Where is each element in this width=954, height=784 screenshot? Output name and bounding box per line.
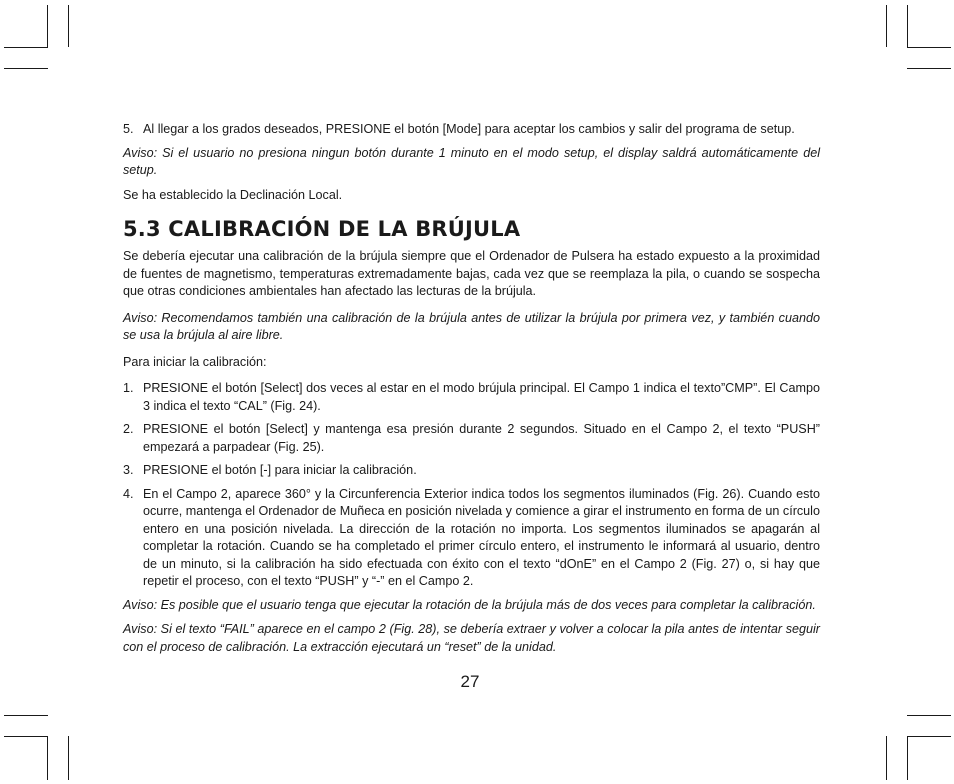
crop-mark: [907, 715, 951, 716]
crop-mark: [68, 5, 69, 47]
list-item: [123, 421, 820, 456]
list-item: [123, 380, 820, 415]
page-number: 27: [460, 672, 480, 691]
list-number: 5.: [123, 122, 134, 136]
crop-mark: [886, 5, 887, 47]
crop-mark: [907, 47, 951, 48]
crop-mark: [68, 736, 69, 780]
calibration-start-text: Para iniciar la calibración:: [123, 354, 267, 369]
list-text: En el Campo 2, aparece 360° y la Circunferencia Exterior indica todos los segmentos iluminados (Fig. 26). Cuando esto ocurre, mantenga el Ordenador de Muñeca en posición nivelada y comience a girar el instrumento en forma de un círculo entero en una posición nivelada. La dirección de la rotación no importa. Los segmentos iluminados se apagarán al completar la rotación. Cuando se ha completado el primer círculo entero, el instrumento le informará al usuario, dentro de un minuto, si la calibración ha sido efectuada con éxito con el texto “dOnE” en el Campo 2 (Fig. 27) o, si hay que repetir el proceso, con el texto “PUSH” y “-” en el Campo 2.: [143, 486, 820, 588]
calibration-recommend-note: Aviso: Recomendamos también una calibración de la brújula antes de utilizar la brújula por primera vez, y también cuando se usa la brújula al aire libre.: [123, 310, 820, 342]
list-number: 4.: [123, 486, 134, 501]
fail-note: Aviso: Si el texto “FAIL” aparece en el campo 2 (Fig. 28), se debería extraer y volver a colocar la pila antes de intentar seguir con el proceso de calibración. La extracción ejecutará un “reset” de la unidad.: [123, 622, 820, 654]
crop-mark: [47, 5, 48, 47]
crop-mark: [4, 68, 48, 69]
list-number: 3.: [123, 463, 134, 477]
crop-mark: [47, 736, 48, 780]
list-number: 2.: [123, 422, 134, 436]
calibration-intro-paragraph: Se debería ejecutar una calibración de la brújula siempre que el Ordenador de Pulsera ha estado expuesto a la proximidad de fuentes de magnetismo, temperaturas extremadamente bajas, cada vez que se reemplaza la pila, o cuando se sospecha que otras condiciones ambientales han afectado las lecturas de la brújula.: [123, 249, 820, 298]
rotation-repeat-note: Aviso: Es posible que el usuario tenga que ejecutar la rotación de la brújula más de dos veces para completar la calibración.: [123, 597, 816, 612]
list-text: PRESIONE el botón [Select] y mantenga esa presión durante 2 segundos. Situado en el Campo 2, el texto “PUSH” empezará a parpadear (Fig. 25).: [143, 422, 820, 454]
declination-set-text: Se ha establecido la Declinación Local.: [123, 187, 343, 202]
crop-mark: [907, 5, 908, 47]
list-text: PRESIONE el botón [-] para iniciar la calibración.: [143, 463, 417, 477]
crop-mark: [4, 736, 48, 737]
setup-timeout-note: Aviso: Si el usuario no presiona ningun botón durante 1 minuto en el modo setup, el display saldrá automáticamente del setup.: [123, 145, 820, 177]
crop-mark: [4, 47, 48, 48]
list-text: PRESIONE el botón [Select] dos veces al estar en el modo brújula principal. El Campo 1 indica el texto”CMP”. El Campo 3 indica el texto “CAL” (Fig. 24).: [143, 381, 820, 413]
crop-mark: [907, 68, 951, 69]
list-text: Al llegar a los grados deseados, PRESIONE el botón [Mode] para aceptar los cambios y salir del programa de setup.: [143, 122, 795, 136]
list-item: [123, 486, 820, 591]
page-content: [123, 121, 820, 656]
crop-mark: [886, 736, 887, 780]
list-item: [123, 462, 820, 480]
crop-mark: [907, 736, 908, 780]
crop-mark: [907, 736, 951, 737]
crop-mark: [4, 715, 48, 716]
section-title: 5.3 CALIBRACIÓN DE LA BRÚJULA: [123, 217, 521, 241]
list-number: 1.: [123, 381, 134, 395]
list-item-5: [123, 121, 820, 139]
